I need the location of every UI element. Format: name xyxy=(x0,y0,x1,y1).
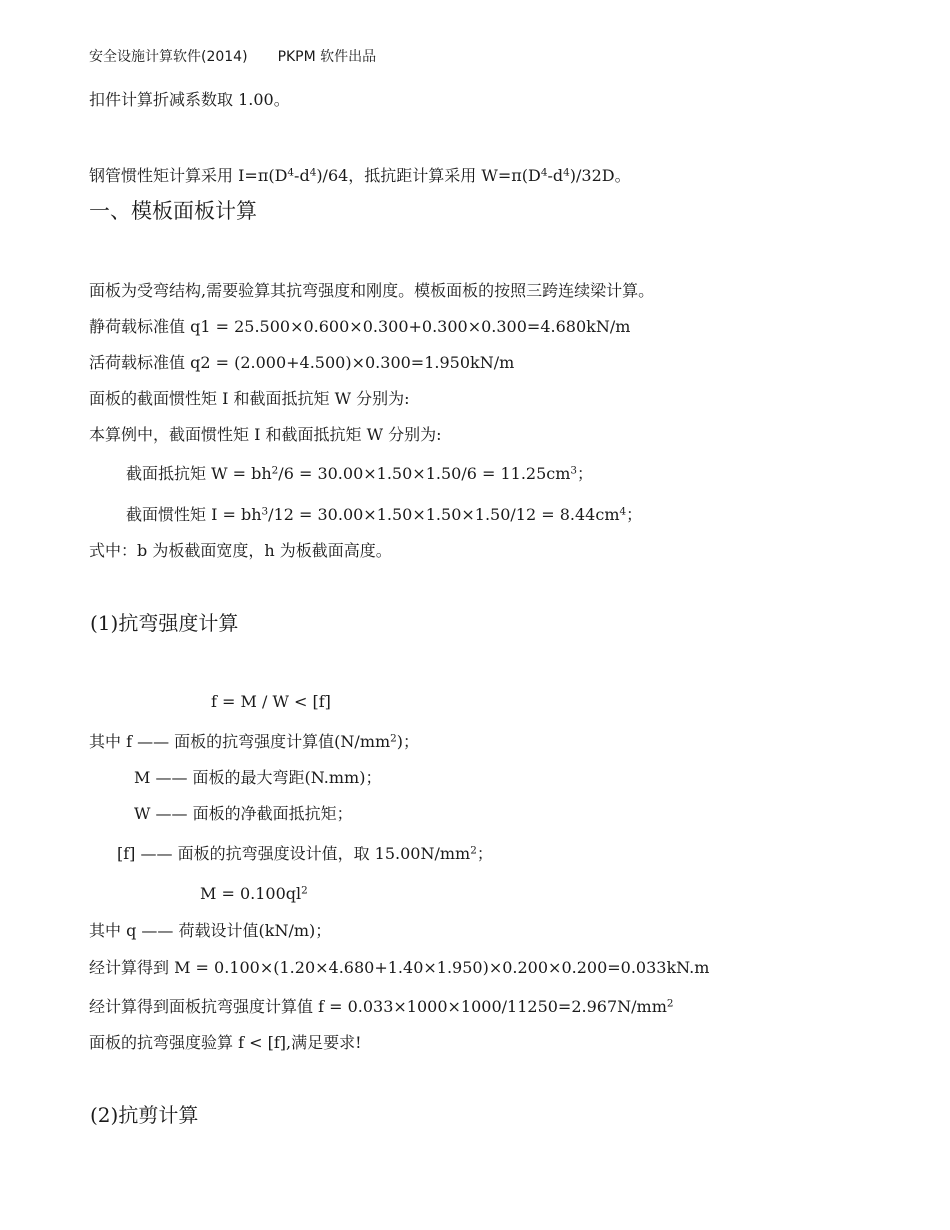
strength-formula: f = M / W < [f] xyxy=(211,692,331,711)
steel-text-5: )/32D。 xyxy=(569,166,631,185)
steel-formula-line xyxy=(89,168,631,184)
subsection-title-2: (2)抗剪计算 xyxy=(90,1103,199,1127)
steel-text-2: -d xyxy=(294,166,310,185)
exp: 2 xyxy=(666,997,674,1010)
w-text-3: ； xyxy=(577,464,594,483)
fd-def-text: [f] —— 面板的抗弯强度设计值，取 15.00N/mm xyxy=(117,844,471,863)
reduction-line: 扣件计算折减系数取 1.00。 xyxy=(89,90,290,109)
section-title: 一、模板面板计算 xyxy=(89,199,257,223)
exp: 2 xyxy=(470,844,477,857)
f-def-text: 其中 f —— 面板的抗弯强度计算值(N/mm xyxy=(89,732,391,751)
where-bh-line: 式中：b 为板截面宽度，h 为板截面高度。 xyxy=(89,541,392,560)
q1-line: 静荷载标准值 q1 = 25.500×0.600×0.300+0.300×0.300=4.680kN/m xyxy=(89,317,631,336)
w-formula-line xyxy=(126,466,593,482)
i-text-1: 截面惯性矩 I = bh xyxy=(126,505,262,524)
fd-def-end: ； xyxy=(476,844,493,863)
exp: 4 xyxy=(540,166,548,179)
m-calc-line: 经计算得到 M = 0.100×(1.20×4.680+1.40×1.950)×0.200×0.200=0.033kN.m xyxy=(89,958,710,977)
f-def-end: )； xyxy=(396,732,420,751)
w-text-1: 截面抵抗矩 W = bh xyxy=(126,464,272,483)
f-check-line: 面板的抗弯强度验算 f < [f],满足要求! xyxy=(89,1033,362,1052)
exp: 3 xyxy=(261,505,269,518)
m-formula-text: M = 0.100ql xyxy=(200,884,302,903)
exp: 2 xyxy=(301,884,308,897)
iw-example-line: 本算例中，截面惯性矩 I 和截面抵抗矩 W 分别为: xyxy=(89,425,442,444)
exp: 2 xyxy=(271,464,279,477)
f-calc-line xyxy=(89,999,674,1015)
i-text-3: ； xyxy=(626,505,643,524)
steel-text-4: -d xyxy=(547,166,564,185)
i-text-2: /12 = 30.00×1.50×1.50×1.50/12 = 8.44cm xyxy=(268,505,620,524)
subsection-title-1: (1)抗弯强度计算 xyxy=(90,611,239,635)
steel-text-3: )/64，抵抗距计算采用 W=π(D xyxy=(316,166,541,185)
w-text-2: /6 = 30.00×1.50×1.50/6 = 11.25cm xyxy=(278,464,571,483)
exp: 3 xyxy=(570,464,578,477)
exp: 4 xyxy=(309,166,317,179)
w-definition: W —— 面板的净截面抵抗矩； xyxy=(134,804,353,823)
f-definition xyxy=(89,734,419,750)
vendor-name: PKPM 软件出品 xyxy=(277,49,377,65)
i-formula-line xyxy=(126,507,642,523)
q2-line: 活荷载标准值 q2 = (2.000+4.500)×0.300=1.950kN/m xyxy=(89,353,515,372)
software-name: 安全设施计算软件(2014) xyxy=(89,49,248,65)
page-header xyxy=(89,46,376,66)
m-definition: M —— 面板的最大弯距(N.mm)； xyxy=(134,768,382,787)
exp: 4 xyxy=(287,166,295,179)
moment-formula xyxy=(200,886,308,902)
exp: 4 xyxy=(619,505,627,518)
exp: 2 xyxy=(390,732,397,745)
exp: 4 xyxy=(563,166,570,179)
fd-definition xyxy=(117,846,493,862)
iw-intro-line: 面板的截面惯性矩 I 和截面抵抗矩 W 分别为: xyxy=(89,389,410,408)
f-calc-text: 经计算得到面板抗弯强度计算值 f = 0.033×1000×1000/11250=2.967N/mm xyxy=(89,997,667,1016)
q-definition: 其中 q —— 荷载设计值(kN/m)； xyxy=(89,921,332,940)
steel-text-1: 钢管惯性矩计算采用 I=π(D xyxy=(89,166,288,185)
intro-line: 面板为受弯结构,需要验算其抗弯强度和刚度。模板面板的按照三跨连续梁计算。 xyxy=(89,281,655,300)
